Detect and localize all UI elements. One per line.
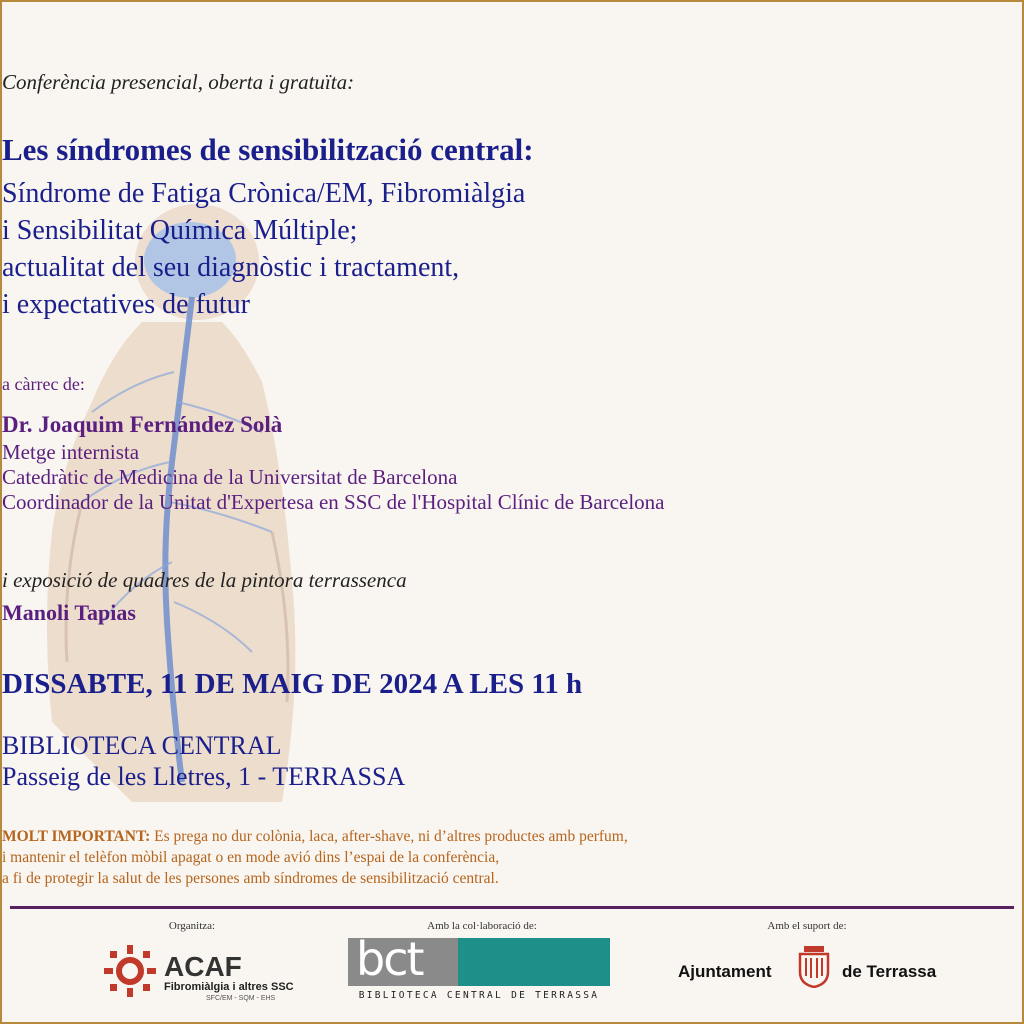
ajuntament-text-right: de Terrassa — [842, 962, 937, 981]
event-title: Les síndromes de sensibilització central: — [2, 132, 534, 167]
subtitle-line: i expectatives de futur — [2, 289, 251, 320]
notice-line: i mantenir el telèfon mòbil apagat o en mode avió dins l’espai de la conferència, — [2, 849, 500, 866]
notice-label: MOLT IMPORTANT: — [2, 828, 151, 845]
subtitle-line: i Sensibilitat Química Múltiple; — [2, 215, 358, 246]
subtitle-line: actualitat del seu diagnòstic i tractament, — [2, 252, 460, 283]
event-intro: Conferència presencial, oberta i gratuïta: — [2, 70, 355, 94]
footer-divider — [10, 906, 1014, 909]
important-notice — [2, 826, 1022, 889]
terrassa-shield-icon — [796, 944, 832, 988]
collab-label: Amb la col·laboració de: — [427, 920, 537, 932]
bct-subtitle: BIBLIOTECA CENTRAL DE TERRASSA — [358, 990, 600, 1001]
notice-line: a fi de protegir la salut de les persones amb síndromes de sensibilització central. — [2, 870, 499, 887]
bct-name: bct — [356, 932, 423, 986]
bct-logo — [348, 932, 610, 1002]
speaker-name: Dr. Joaquim Fernández Solà — [2, 412, 283, 437]
ajuntament-text-left: Ajuntament — [678, 962, 772, 981]
acaf-logo — [102, 937, 302, 1007]
speaker-role: Coordinador de la Unitat d'Expertesa en SSC de l'Hospital Clínic de Barcelona — [2, 490, 665, 514]
byline: a càrrec de: — [2, 374, 85, 394]
acaf-name: ACAF — [164, 951, 242, 982]
venue-address: Passeig de les Lletres, 1 - TERRASSA — [2, 762, 406, 791]
speaker-block — [2, 410, 1022, 515]
venue-name: BIBLIOTECA CENTRAL — [2, 731, 282, 760]
event-date: DISSABTE, 11 DE MAIG DE 2024 A LES 11 h — [2, 668, 583, 700]
ajuntament-logo — [678, 942, 948, 1002]
support-label: Amb el suport de: — [767, 920, 847, 932]
bct-logo-box — [348, 932, 610, 986]
event-subtitle — [2, 175, 1022, 323]
subtitle-line: Síndrome de Fatiga Crònica/EM, Fibromiàlgia — [2, 178, 526, 209]
organizer-label: Organitza: — [168, 920, 216, 932]
speaker-role: Catedràtic de Medicina de la Universitat de Barcelona — [2, 465, 458, 489]
painter-name: Manoli Tapias — [2, 600, 136, 625]
venue-block — [2, 730, 1022, 792]
speaker-role: Metge internista — [2, 440, 140, 464]
acaf-subtitle-small: SFC/EM - SQM - EHS — [206, 995, 276, 1002]
notice-line: Es prega no dur colònia, laca, after-shave, ni d’altres productes amb perfum, — [154, 828, 628, 845]
acaf-sun-icon — [102, 943, 158, 999]
acaf-subtitle: Fibromiàlgia i altres SSC — [164, 981, 294, 993]
exhibition-text: i exposició de quadres de la pintora terrassenca — [2, 568, 407, 592]
